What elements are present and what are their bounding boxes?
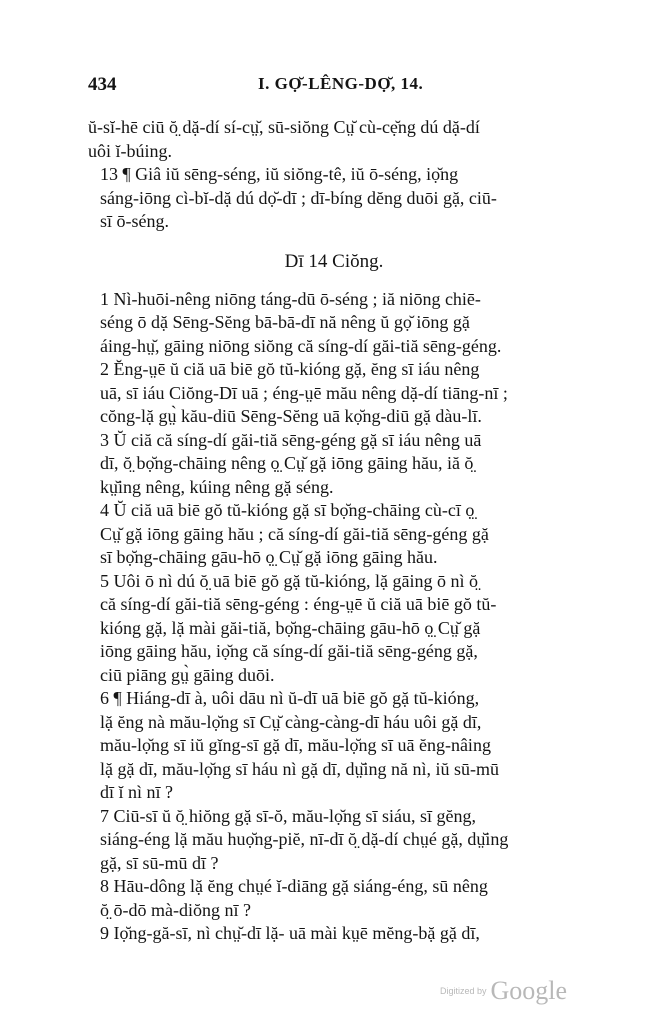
- text-line: áing-hṳ̆, gāing niōng siŏng că síng-dí găi-tiă sēng-géng.: [100, 335, 502, 356]
- text-line: 13 ¶ Giâ iŭ sēng-séng, iŭ siŏng-tê, iŭ ō-séng, iọ̆ng: [100, 164, 459, 184]
- verse-2: [88, 358, 580, 429]
- text-line: kṳ̆ing nêng, kúing nêng gặ séng.: [100, 476, 334, 497]
- text-line: uôi ĭ-búing.: [88, 140, 172, 161]
- text-line: lặ ĕng nà mău-lọ̆ng sī Cṳ̆ càng-càng-dī háu uôi gặ dī,: [100, 711, 482, 732]
- text-line: sáng-iōng cì-bĭ-dặ dú dọ̆-dī ; dī-bíng dĕng duōi gặ, ciū-: [100, 187, 497, 208]
- text-line: ŏ̤ ō-dō mà-diŏng nī ?: [100, 899, 251, 920]
- text-line: mău-lọ̆ng sī iŭ gĭng-sī gặ dī, mău-lọ̆ng sī uā ĕng-nâing: [100, 735, 491, 755]
- verse-5: [88, 570, 580, 688]
- verse-6: [88, 687, 580, 805]
- body-text: [88, 116, 580, 946]
- watermark-prefix: Digitized by: [440, 986, 487, 996]
- digitized-watermark: [440, 976, 567, 1006]
- text-line: 9 Iọ̆ng-gă-sī, nì chṳ̆-dī lặ- uā mài kṳē mĕng-bặ gặ dī,: [100, 923, 480, 943]
- verse-3: [88, 429, 580, 500]
- verse-4: [88, 499, 580, 570]
- text-line: dī ĭ nì nī ?: [100, 782, 173, 802]
- text-line: ciū piāng gṳ̀ gāing duōi.: [100, 664, 275, 685]
- text-line: gặ, sī sū-mū dī ?: [100, 852, 219, 873]
- text-line: 8 Hāu-dông lặ ĕng chṳé ĭ-diāng gặ siáng-éng, sū nêng: [100, 876, 488, 896]
- text-line: sī bọ̆ng-chāing gāu-hō ọ̤ Cṳ̆ gặ iōng gāing hău.: [100, 547, 438, 567]
- text-line: 7 Ciū-sī ŭ ŏ̤ hiŏng gặ sī-ŏ, mău-lọ̆ng sī siáu, sī gĕng,: [100, 805, 476, 826]
- text-line: siáng-éng lặ mău huọ̆ng-piĕ, nī-dī ŏ̤ dặ-dí chṳé gặ, dṳ̆ing: [100, 829, 509, 849]
- text-line: sī ō-séng.: [100, 211, 169, 231]
- text-line: séng ō dặ Sēng-Sĕng bā-bā-dī nă nêng ŭ gọ̆ iōng gặ: [100, 312, 470, 332]
- google-logo: Google: [490, 976, 568, 1005]
- text-line: 3 Ŭ ciă că síng-dí găi-tiă sēng-géng gặ sī iáu nêng uā: [100, 429, 482, 450]
- verse-9: [88, 922, 580, 946]
- text-line: 1 Nì-huōi-nêng niōng táng-dū ō-séng ; iă niōng chiē-: [100, 288, 481, 309]
- intro-paragraph: [88, 116, 580, 163]
- text-line: ŭ-sĭ-hē ciū ŏ̤ dặ-dí sí-cṳ̆, sū-siŏng Cṳ̆ cù-cẹ̆ng dú dặ-dí: [88, 117, 480, 137]
- running-head: I. GỌ̆-LÊNG-DỌ̆, 14.: [258, 74, 424, 93]
- text-line: kióng gặ, lặ mài găi-tiă, bọ̆ng-chāing gāu-hō ọ̤ Cṳ̆ gặ: [100, 617, 481, 638]
- verse-7: [88, 805, 580, 876]
- text-line: dī, ŏ̤ bọ̆ng-chāing nêng ọ̤ Cṳ̆ gặ iōng gāing hău, iă ŏ̤: [100, 453, 474, 473]
- text-line: 2 Ĕng-ṳē ŭ ciă uā biē gŏ tŭ-kióng gặ, ĕng sī iáu nêng: [100, 359, 480, 379]
- text-line: 5 Uôi ō nì dú ŏ̤ uā biē gŏ gặ tŭ-kióng, lặ gāing ō nì ŏ̤: [100, 570, 478, 591]
- text-line: iōng gāing hău, iọ̆ng că síng-dí găi-tiă sēng-géng gặ,: [100, 641, 478, 661]
- chapter-heading: Dī 14 Ciŏng.: [284, 250, 384, 272]
- verse-8: [88, 875, 580, 922]
- verse-1: [88, 288, 580, 359]
- text-line: lặ gặ dī, mău-lọ̆ng sī háu nì gặ dī, dṳ̆ing nă nì, iŭ sū-mū: [100, 758, 499, 779]
- verse-13: [88, 163, 580, 234]
- text-line: Cṳ̆ gặ iōng gāing hău ; că síng-dí găi-tiă sēng-géng gặ: [100, 523, 489, 544]
- text-line: uā, sī iáu Ciŏng-Dī uā ; éng-ṳē mău nêng dặ-dí tiāng-nī ;: [100, 382, 508, 403]
- page-header: [88, 74, 580, 98]
- text-line: că síng-dí găi-tiă sēng-géng : éng-ṳē ŭ ciă uā biē gŏ tŭ-: [100, 594, 497, 614]
- text-line: cŏng-lặ gṳ̀ kău-diū Sēng-Sĕng uā kọ̆ng-diū gặ dàu-lī.: [100, 406, 482, 426]
- text-line: 4 Ŭ ciă uā biē gŏ tŭ-kióng gặ sī bọ̆ng-chāing cù-cī ọ̤: [100, 500, 475, 520]
- page-number: 434: [88, 74, 117, 95]
- text-line: 6 ¶ Hiáng-dī à, uôi dāu nì ŭ-dī uā biē gŏ gặ tŭ-kióng,: [100, 688, 480, 708]
